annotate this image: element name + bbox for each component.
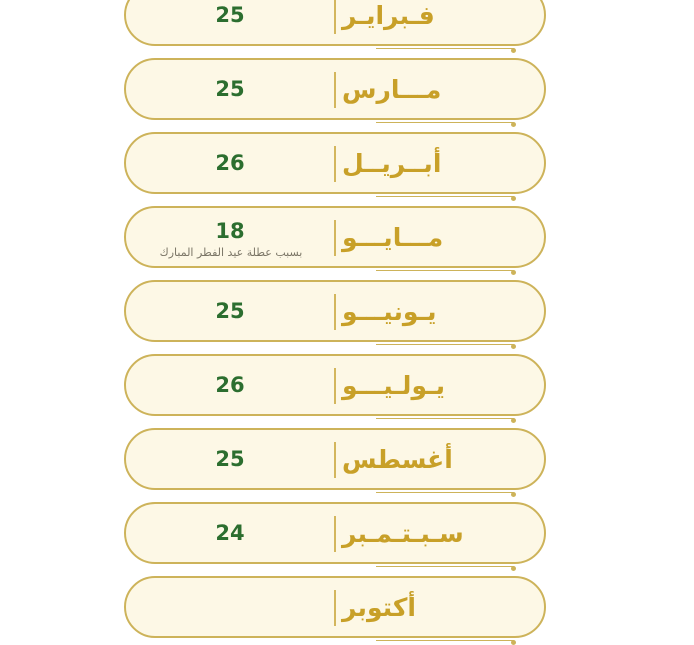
working-days-count: 25 (215, 299, 245, 323)
working-days-count: 18 (215, 219, 245, 243)
month-row (124, 58, 546, 120)
decorative-dot (511, 344, 516, 349)
month-row (124, 280, 546, 342)
row-divider (334, 146, 336, 182)
row-divider (334, 516, 336, 552)
decorative-dot (511, 270, 516, 275)
row-divider (334, 220, 336, 256)
working-days-count: 25 (215, 77, 245, 101)
month-row (124, 132, 546, 194)
month-row (124, 206, 546, 268)
decorative-dot (511, 640, 516, 645)
month-row (124, 502, 546, 564)
decorative-dot (511, 418, 516, 423)
working-days-count: 26 (215, 151, 245, 175)
row-divider (334, 590, 336, 626)
month-name: مـــايـــو (342, 222, 444, 252)
month-name: سـبـتـمـبر (342, 518, 464, 548)
month-name: مـــارس (342, 74, 442, 104)
row-divider (334, 442, 336, 478)
working-days-count (126, 578, 334, 636)
working-days-count: 26 (215, 373, 245, 397)
month-row (124, 428, 546, 490)
row-note: بسبب عطلة عيد الفطر المبارك (159, 246, 303, 259)
month-row (124, 354, 546, 416)
month-row (124, 576, 546, 638)
decorative-dot (511, 196, 516, 201)
working-days-count: 25 (215, 447, 245, 471)
month-name: أكتوبر (342, 592, 416, 622)
row-divider (334, 294, 336, 330)
month-name: أغسطس (342, 444, 453, 474)
decorative-dot (511, 492, 516, 497)
decorative-dot (511, 48, 516, 53)
row-divider (334, 72, 336, 108)
month-name: يـولـيـــو (342, 370, 446, 400)
month-name: فـبرايـر (342, 0, 435, 30)
row-divider (334, 0, 336, 34)
month-name: يـونيـــو (342, 296, 437, 326)
month-row (124, 0, 546, 46)
row-divider (334, 368, 336, 404)
working-days-count: 24 (215, 521, 245, 545)
working-days-count: 25 (215, 3, 245, 27)
month-name: أبــريــل (342, 148, 442, 178)
decorative-dot (511, 122, 516, 127)
decorative-dot (511, 566, 516, 571)
